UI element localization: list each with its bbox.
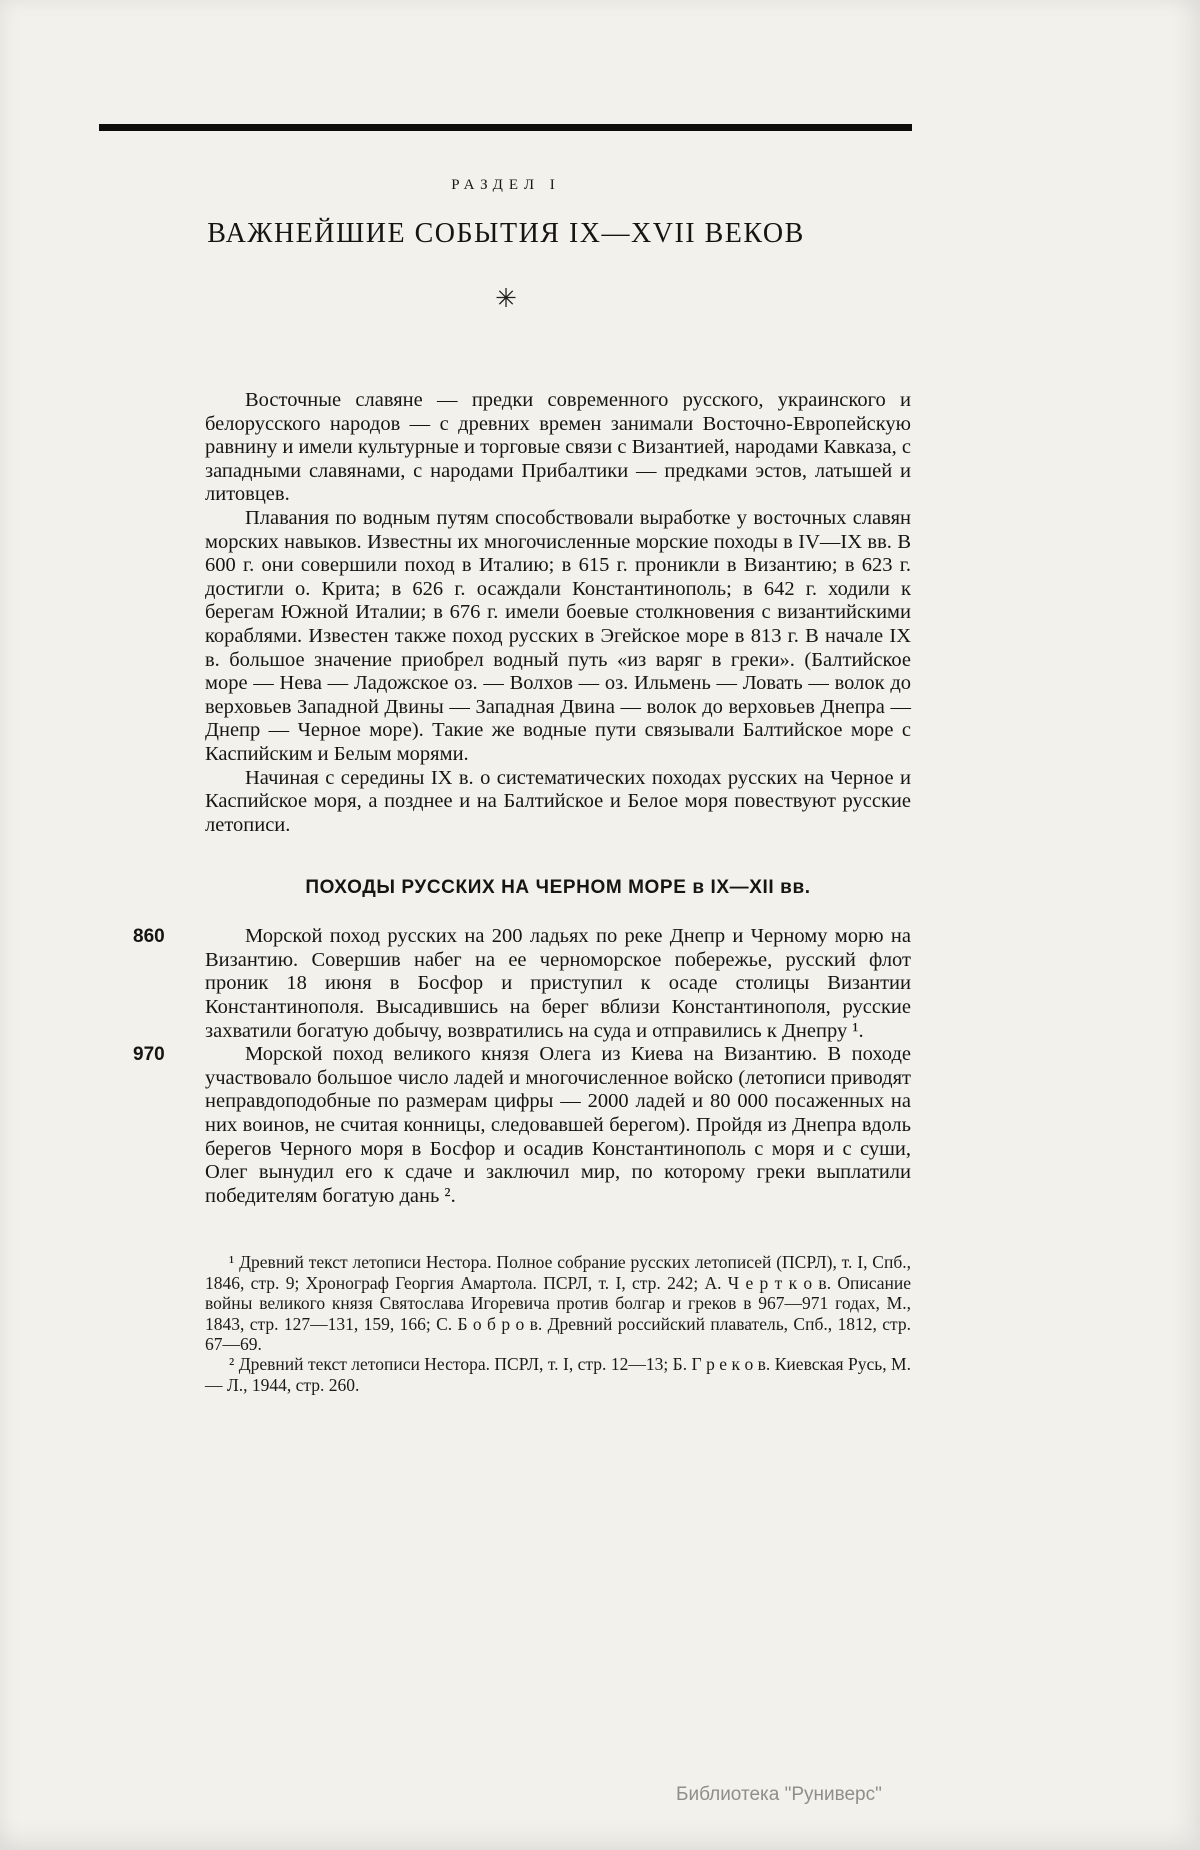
footnotes (205, 1252, 911, 1395)
intro-paragraphs (205, 389, 911, 837)
ornament-star-icon: ✳ (495, 284, 517, 313)
top-rule (99, 124, 912, 131)
chronology-entry (133, 1043, 911, 1208)
chronology-entry (133, 925, 911, 1043)
section-label: РАЗДЕЛ I (451, 177, 561, 193)
text-column (133, 389, 911, 1395)
intro-paragraph: Начиная с середины IX в. о систематических походах русских на Черное и Каспийское моря, а позднее и на Балтийское и Белое моря повествуют русские летописи. (205, 766, 911, 836)
footnote: ² Древний текст летописи Нестора. ПСРЛ, т. I, стр. 12—13; Б. Г р е к о в. Киевская Русь, М. — Л., 1944, стр. 260. (205, 1354, 911, 1395)
intro-paragraph: Восточные славяне — предки современного русского, украинского и белорусского народов — с древних времен занимали Восточно-Европейскую равнину и имели культурные и торговые связи с Византией, народами Кавказа, с западными славянами, с народами Прибалтики — предками эстов, латышей и литовцев. (205, 389, 911, 506)
intro-paragraph: Плавания по водным путям способствовали выработке у восточных славян морских навыков. Известны их многочисленные морские походы в IV—IX вв. В 600 г. они совершили поход в Италию; в 615 г. проникли в Византию; в 623 г. достигли о. Крита; в 626 г. осаждали Константинополь; в 642 г. ходили к берегам Южной Италии; в 676 г. имели боевые столкновения с византийскими кораблями. Известен также поход русских в Эгейское море в 813 г. В начале IX в. большое значение приобрел водный путь «из варяг в греки». (Балтийское море — Нева — Ладожское оз. — Волхов — оз. Ильмень — Ловать — волок до верховьев Западной Двины — Западная Двина — волок до верховьев Днепра — Днепр — Черное море). Такие же водные пути связывали Балтийское море с Каспийским и Белым морями. (205, 506, 911, 765)
watermark: Библиотека "Руниверс" (676, 1784, 882, 1805)
page-title: ВАЖНЕЙШИЕ СОБЫТИЯ IX—XVII ВЕКОВ (207, 218, 805, 249)
entry-text: Морской поход русских на 200 ладьях по реке Днепр и Черному морю на Византию. Совершив набег на ее черноморское побережье, русский флот проник 18 июня в Босфор и приступил к осаде столицы Византии Константинополя. Высадившись на берег вблизи Константинополя, русские захватили богатую добычу, возвратились на суда и отправились к Днепру ¹. (205, 925, 911, 1042)
footnote: ¹ Древний текст летописи Нестора. Полное собрание русских летописей (ПСРЛ), т. I, Спб., 1846, стр. 9; Хронограф Георгия Амартола. ПСРЛ, т. I, стр. 242; А. Ч е р т к о в. Описание войны великого князя Святослава Игоревича против болгар и греков в 967—971 годах, М., 1843, стр. 127—131, 159, 166; С. Б о б р о в. Древний российский плаватель, Спб., 1812, стр. 67—69. (205, 1252, 911, 1355)
section-heading: ПОХОДЫ РУССКИХ НА ЧЕРНОМ МОРЕ в IX—XII вв. (305, 877, 811, 899)
entry-text: Морской поход великого князя Олега из Киева на Византию. В походе участвовало большое число ладей и многочисленное войско (летописи приводят неправдоподобные по размерам цифры — 2000 ладей и 80 000 посаженных на них воинов, не считая конницы, следовавшей берегом). Пройдя из Днепра вдоль берегов Черного моря в Босфор и осадив Константинополь с моря и с суши, Олег вынудил его к сдаче и заключил мир, по которому греки выплатили победителям богатую дань ². (205, 1043, 911, 1207)
entry-year: 970 (133, 1044, 165, 1066)
chronology-entries (133, 925, 911, 1208)
entry-year: 860 (133, 926, 165, 948)
